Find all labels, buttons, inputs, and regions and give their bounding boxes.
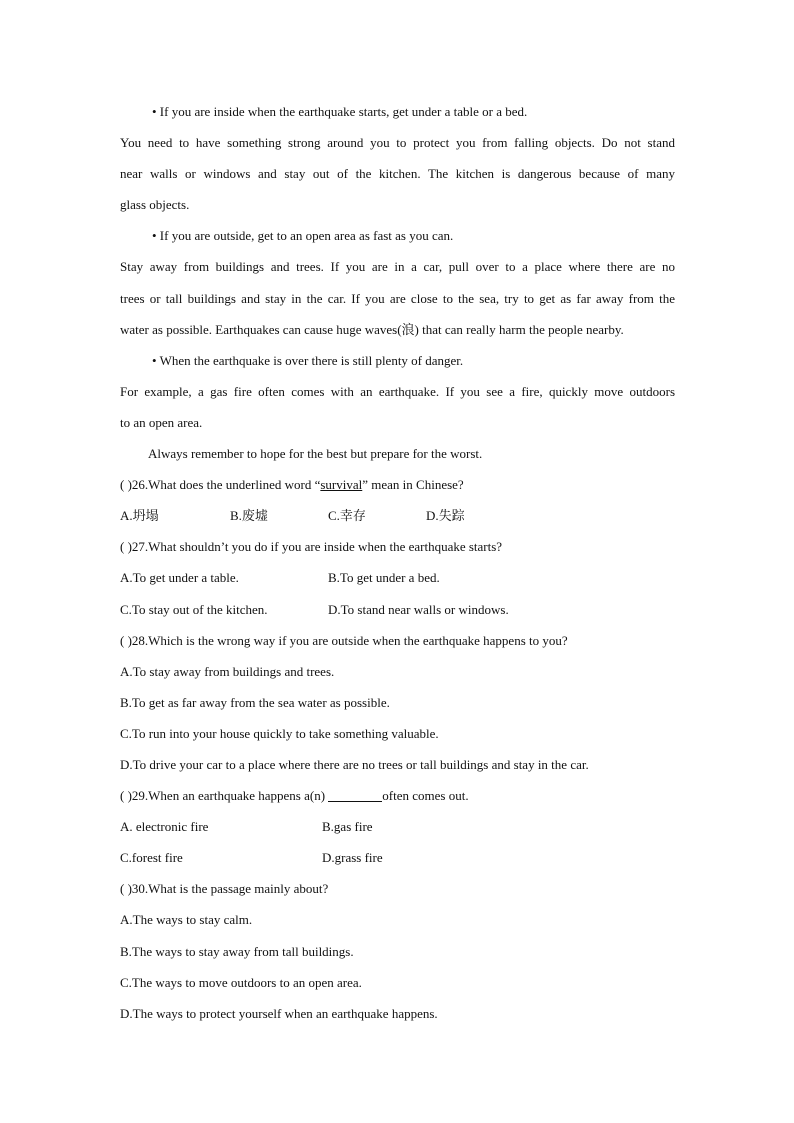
question-28-stem: ( )28.Which is the wrong way if you are outside when the earthquake happens to you? xyxy=(120,632,568,648)
tip-outside-heading: • If you are outside, get to an open area as fast as you can. xyxy=(152,228,454,244)
question-30-stem: ( )30.What is the passage mainly about? xyxy=(120,881,329,897)
option-c[interactable]: C.幸存 xyxy=(328,508,366,524)
option-b[interactable]: B.To get as far away from the sea water as possible. xyxy=(120,694,390,710)
tip-after-heading: • When the earthquake is over there is still plenty of danger. xyxy=(152,352,464,368)
question-29-options-row1 xyxy=(120,811,675,842)
option-a[interactable]: A. electronic fire xyxy=(120,819,209,835)
answer-blank xyxy=(328,789,382,802)
paragraph-line: Stay away from buildings and trees. If you are in a car, pull over to a place where there are no xyxy=(120,259,675,275)
paragraph-line: trees or tall buildings and stay in the car. If you are close to the sea, try to get as far away from the xyxy=(120,290,675,306)
option-c[interactable]: C.To stay out of the kitchen. xyxy=(120,601,268,617)
option-c[interactable]: C.The ways to move outdoors to an open area. xyxy=(120,974,362,990)
tip-inside-heading: • If you are inside when the earthquake starts, get under a table or a bed. xyxy=(152,104,528,119)
option-d[interactable]: D.失踪 xyxy=(426,508,465,524)
option-a[interactable]: A.To get under a table. xyxy=(120,570,239,586)
option-b[interactable]: B.The ways to stay away from tall buildings. xyxy=(120,943,354,959)
option-b[interactable]: B.gas fire xyxy=(322,819,373,835)
question-27-options-row2 xyxy=(120,594,675,625)
question-stem-post: often comes out. xyxy=(382,788,469,804)
question-26-options xyxy=(120,500,675,531)
question-29-options-row2 xyxy=(120,842,675,873)
question-stem-pre: ( )26.What does the underlined word “ xyxy=(120,477,321,493)
paragraph-line: glass objects. xyxy=(120,197,190,213)
paragraph-line: water as possible. Earthquakes can cause huge waves(浪) that can really harm the people nearby. xyxy=(120,321,624,337)
option-a[interactable]: A.The ways to stay calm. xyxy=(120,912,253,928)
option-d[interactable]: D.The ways to protect yourself when an earthquake happens. xyxy=(120,1005,438,1021)
option-c[interactable]: C.To run into your house quickly to take something valuable. xyxy=(120,725,439,741)
option-c[interactable]: C.forest fire xyxy=(120,850,183,866)
question-27-options-row1 xyxy=(120,562,675,593)
option-b[interactable]: B.To get under a bed. xyxy=(328,570,440,586)
paragraph-line: near walls or windows and stay out of the kitchen. The kitchen is dangerous because of many xyxy=(120,166,675,182)
paragraph-line: to an open area. xyxy=(120,414,203,430)
underlined-word: survival xyxy=(320,477,363,493)
question-27-stem: ( )27.What shouldn’t you do if you are inside when the earthquake starts? xyxy=(120,539,503,555)
paragraph-line: You need to have something strong around you to protect you from falling objects. Do not stand xyxy=(120,135,675,151)
option-a[interactable]: A.坍塌 xyxy=(120,508,159,524)
option-b[interactable]: B.废墟 xyxy=(230,508,268,524)
option-d[interactable]: D.grass fire xyxy=(322,850,383,866)
question-stem-pre: ( )29.When an earthquake happens a(n) xyxy=(120,788,329,804)
question-29-stem xyxy=(120,780,675,811)
document-page xyxy=(120,96,675,1029)
option-a[interactable]: A.To stay away from buildings and trees. xyxy=(120,663,335,679)
question-stem-post: ” mean in Chinese? xyxy=(362,477,464,493)
closing-sentence: Always remember to hope for the best but prepare for the worst. xyxy=(148,446,483,462)
option-d[interactable]: D.To drive your car to a place where there are no trees or tall buildings and stay in the car. xyxy=(120,756,589,772)
option-d[interactable]: D.To stand near walls or windows. xyxy=(328,601,509,617)
paragraph-line: For example, a gas fire often comes with an earthquake. If you see a fire, quickly move outdoors xyxy=(120,383,675,399)
question-26-stem xyxy=(120,469,675,500)
